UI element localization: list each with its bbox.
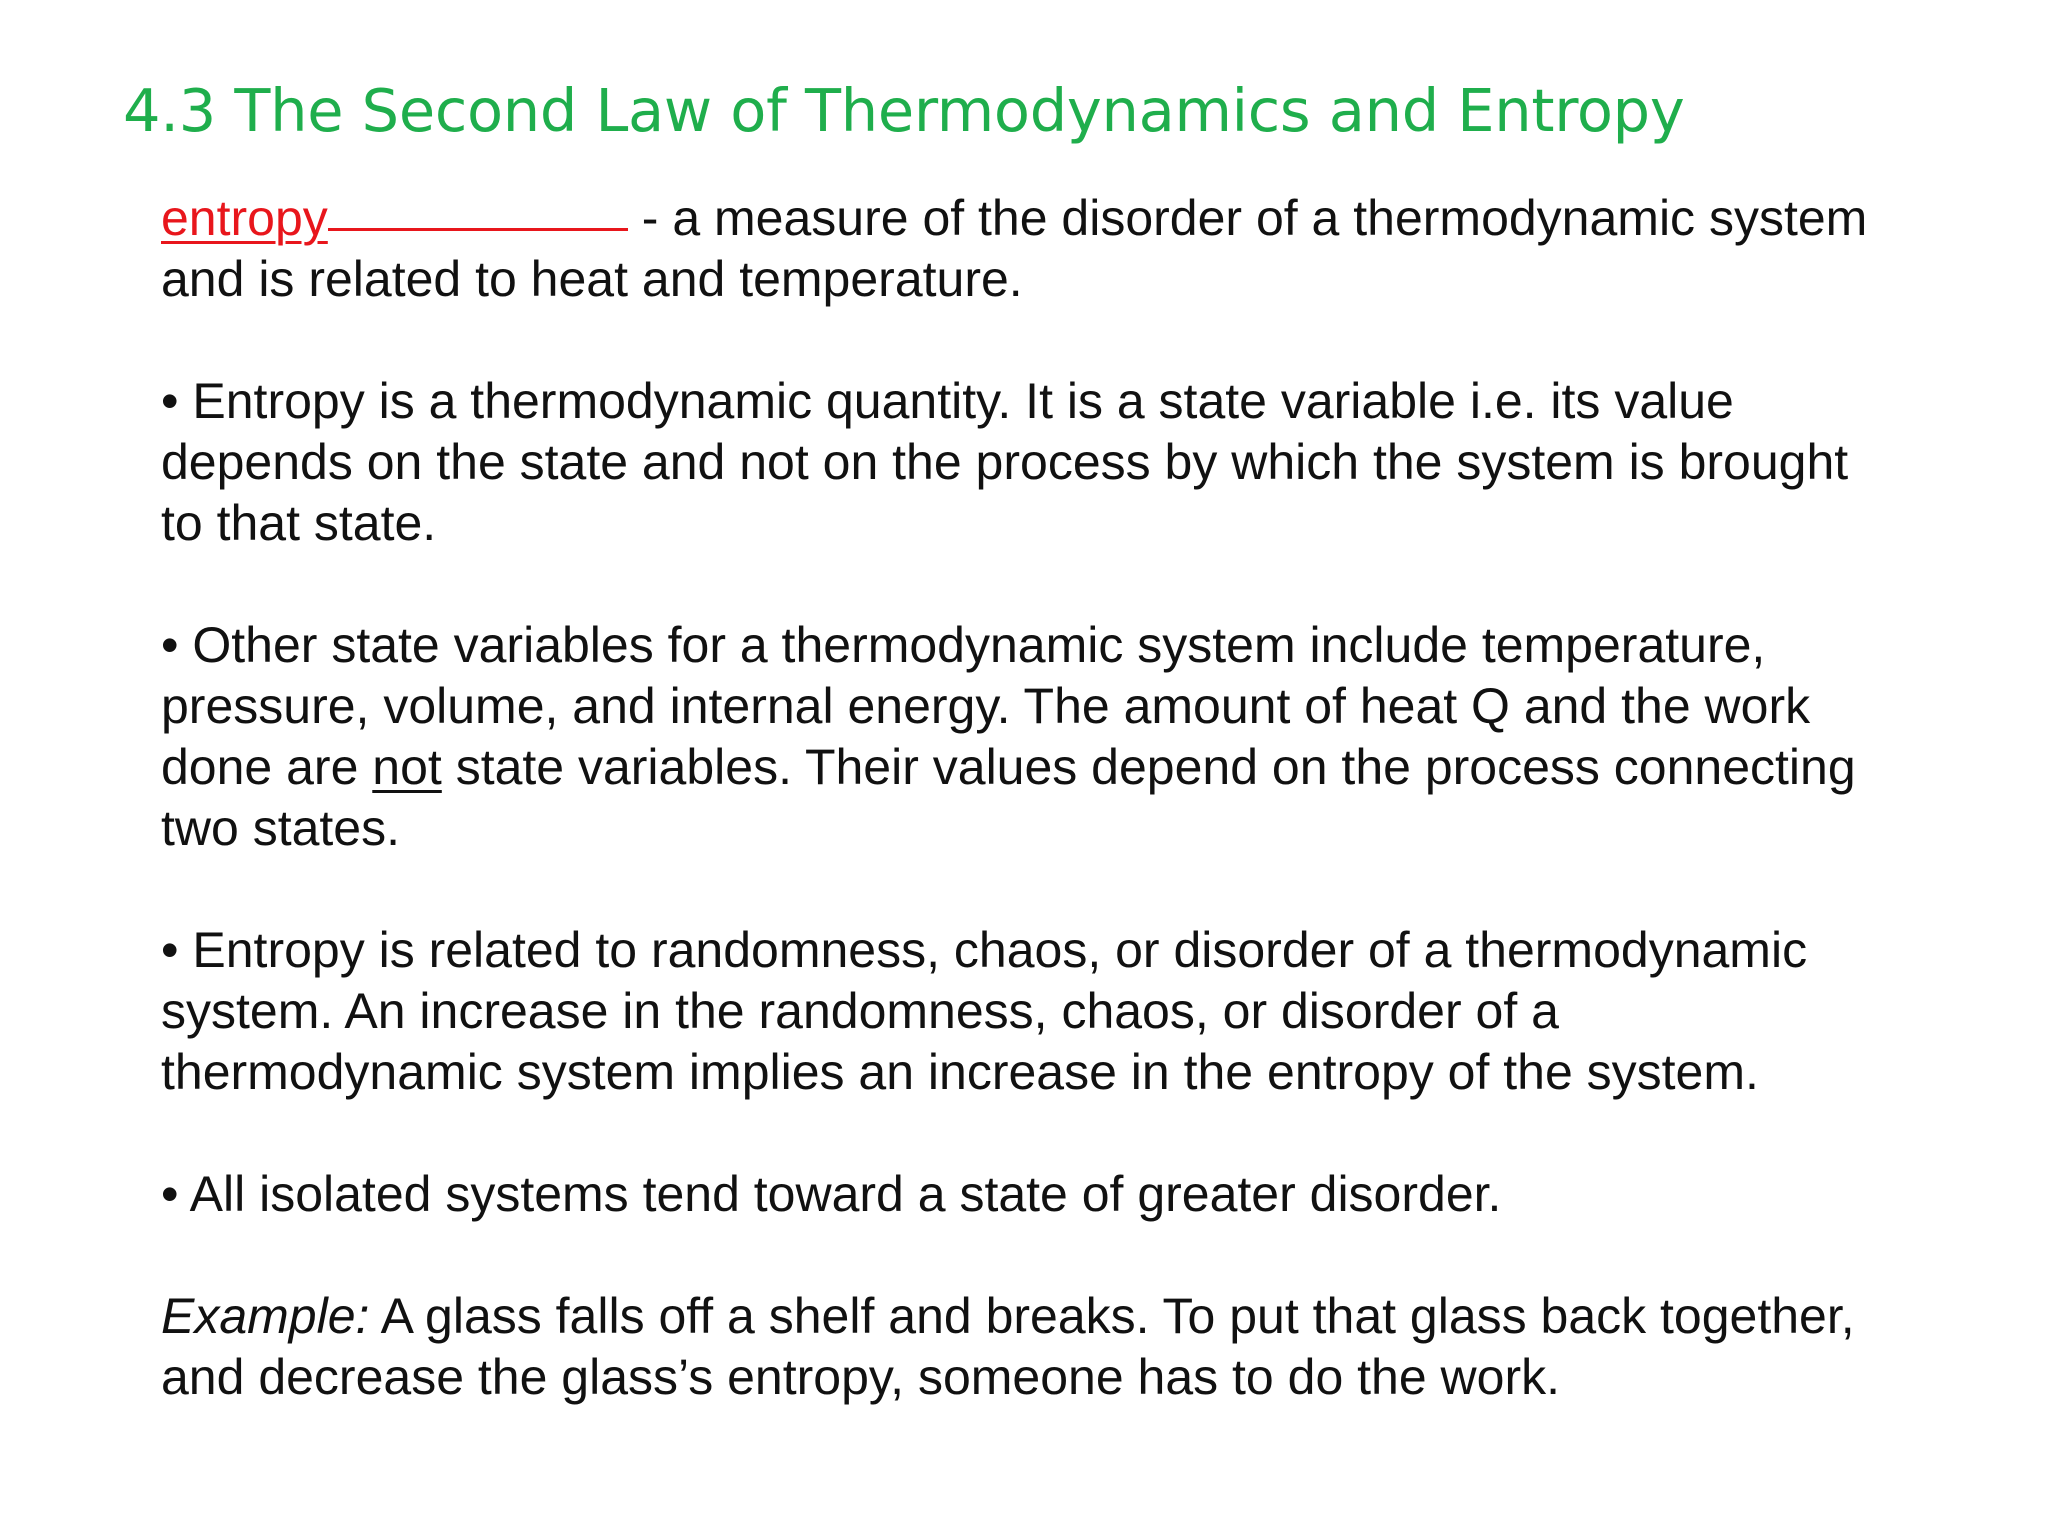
example-line-1 — [161, 1286, 2001, 1347]
definition-blank-line — [328, 180, 628, 231]
bullet-2-line-3-post: state variables. Their values depend on the process connecting — [441, 739, 1856, 795]
definition-text-1: - a measure of the disorder of a thermodynamic system — [641, 190, 1868, 246]
example-line-2: and decrease the glass’s entropy, someone has to do the work. — [161, 1349, 1560, 1405]
bullet-2-line-2: pressure, volume, and internal energy. The amount of heat Q and the work — [161, 678, 1811, 734]
bullet-2-line-1: • Other state variables for a thermodynamic system include temperature, — [161, 617, 1766, 673]
bullet-3-line-3: thermodynamic system implies an increase in the entropy of the system. — [161, 1044, 1759, 1100]
paragraph-gap — [161, 554, 2001, 615]
bullet-1-line-2: depends on the state and not on the process by which the system is brought — [161, 434, 1849, 490]
bullet-2-line-3-pre: done are — [161, 739, 373, 795]
bullet-2-line-4: two states. — [161, 800, 400, 856]
bullet-1-line-3: to that state. — [161, 495, 437, 551]
example-label: Example: — [161, 1288, 370, 1344]
paragraph-gap — [161, 1103, 2001, 1164]
example-text-1: A glass falls off a shelf and breaks. To put that glass back together, — [369, 1288, 1855, 1344]
emphasis-not: not — [372, 739, 442, 795]
paragraph-gap — [161, 310, 2001, 371]
bullet-1-line-1: • Entropy is a thermodynamic quantity. It is a state variable i.e. its value — [161, 373, 1734, 429]
bullet-3-line-2: system. An increase in the randomness, chaos, or disorder of a — [161, 983, 1559, 1039]
bullet-other-state-variables — [161, 615, 2001, 859]
example-block — [161, 1286, 2001, 1408]
bullet-3-line-1: • Entropy is related to randomness, chaos, or disorder of a thermodynamic — [161, 922, 1808, 978]
definition-line-2: and is related to heat and temperature. — [161, 251, 1023, 307]
definition-line-1 — [161, 184, 2001, 249]
bullet-4-line-1: • All isolated systems tend toward a state of greater disorder. — [161, 1166, 1502, 1222]
bullet-randomness — [161, 920, 2001, 1103]
slide-body — [161, 184, 2001, 1408]
slide-title: 4.3 The Second Law of Thermodynamics and Entropy — [123, 76, 1685, 145]
paragraph-gap — [161, 859, 2001, 920]
bullet-state-variable — [161, 371, 2001, 554]
bullet-isolated-systems — [161, 1164, 2001, 1225]
definition-block — [161, 184, 2001, 310]
bullet-2-line-3 — [161, 737, 2001, 798]
paragraph-gap — [161, 1225, 2001, 1286]
definition-term: entropy — [161, 190, 328, 246]
